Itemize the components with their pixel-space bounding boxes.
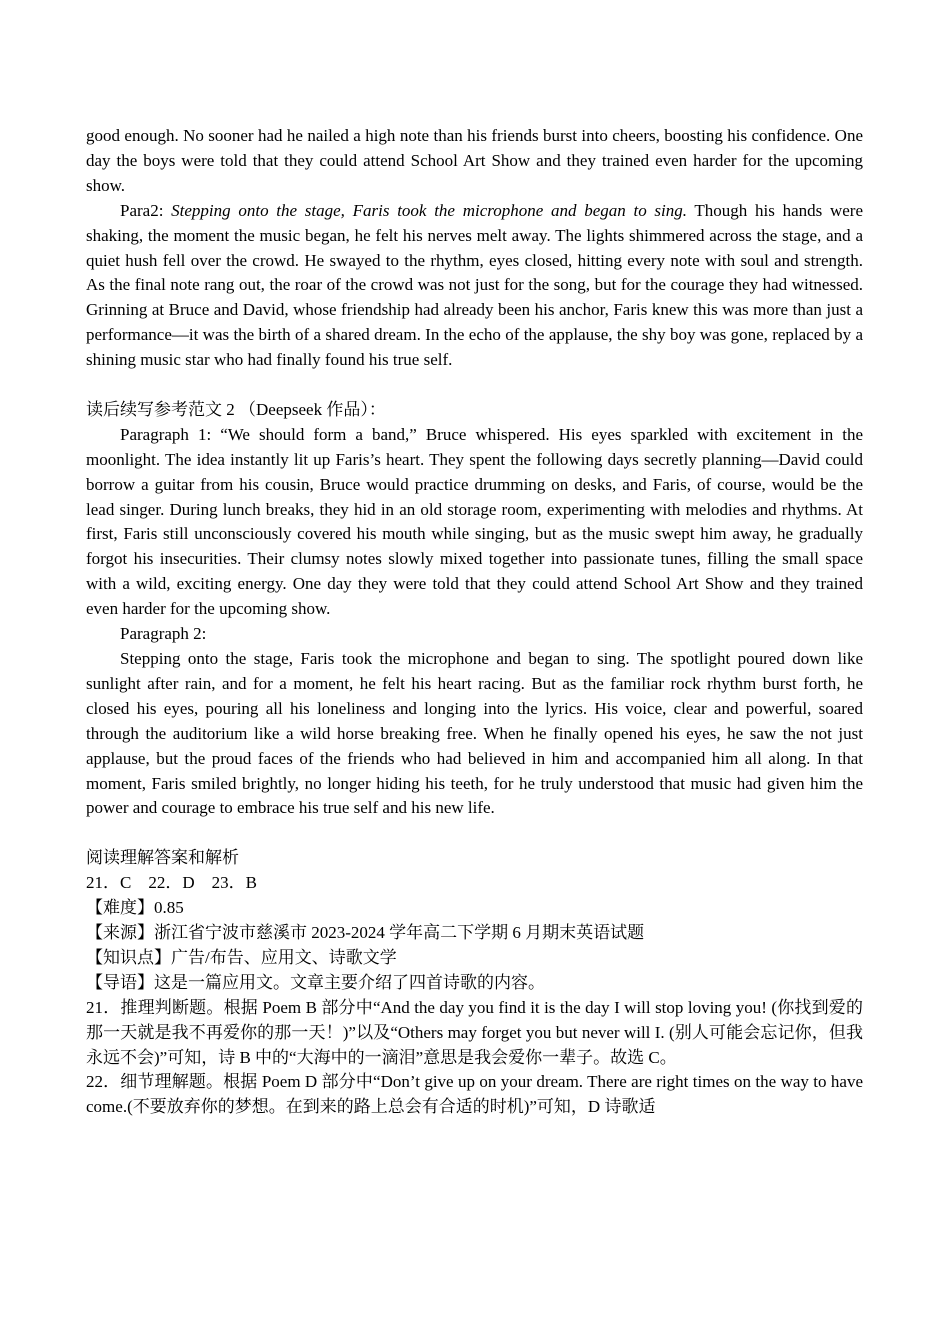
q22-explanation: 22．细节理解题。根据 Poem D 部分中“Don’t give up on your dream. There are right times on the way to have come.(不要放弃你的梦想。在到来的路上总会有合适的时机)”可知，D 诗歌适 [86, 1072, 863, 1117]
difficulty-line: 【难度】0.85 [86, 898, 184, 918]
essay1-para2-body: Though his hands were shaking, the moment the music began, he felt his nerves melt away. The lights shimmered across the stage, and a quiet hush fell over the crowd. He swayed to the rhythm, eyes closed, hitting every note with soul and strength. As the final note rang out, the roar of the crowd was not just for the song, but for the courage they had witnessed. Grinning at Bruce and David, whose friendship had already been his anchor, Faris knew this was more than just a performance—it was the birth of a shared dream. In the echo of the applause, the shy boy was gone, replaced by a shining music star who had finally found his true self. [86, 200, 863, 370]
spacer [86, 373, 863, 398]
essay1-para2-italic: Stepping onto the stage, Faris took the microphone and began to sing. [171, 200, 687, 220]
essay2-para2-label: Paragraph 2: [120, 624, 207, 644]
essay1-para1-tail: good enough. No sooner had he nailed a high note than his friends burst into cheers, boosting his confidence. One day the boys were told that they could attend School Art Show and they trained even harder for the upcoming show. [86, 126, 863, 195]
page-content [86, 124, 863, 1120]
essay2-heading: 读后续写参考范文 2 （Deepseek 作品）： [86, 399, 386, 419]
essay1-para2-label: Para2: [120, 200, 172, 220]
guide-line: 【导语】这是一篇应用文。文章主要介绍了四首诗歌的内容。 [86, 972, 545, 992]
spacer [86, 821, 863, 846]
essay2-para2: Stepping onto the stage, Faris took the microphone and began to sing. The spotlight poured down like sunlight after rain, and for a moment, he felt his heart racing. But as the familiar rock rhythm burst forth, he closed his eyes, pouring all his loneliness and longing into the lyrics. His voice, clear and powerful, soared through the auditorium like a wild horse breaking free. When he finally opened his eyes, he saw the not just applause, but the proud faces of the friends who had believed in him and accompanied him all along. In that moment, Faris smiled brightly, no longer hiding his teeth, for he truly understood that music had given him the power and courage to embrace his true self and his new life. [86, 649, 863, 818]
essay1-para2 [86, 199, 863, 373]
source-line: 【来源】浙江省宁波市慈溪市 2023-2024 学年高二下学期 6 月期末英语试题 [86, 922, 645, 942]
knowledge-line: 【知识点】广告/布告、应用文、诗歌文学 [86, 947, 397, 967]
essay2-para1: Paragraph 1: “We should form a band,” Bruce whispered. His eyes sparkled with excitement in the moonlight. The idea instantly lit up Faris’s heart. They spent the following days secretly planning—David could borrow a guitar from his cousin, Bruce would practice drumming on desks, and Faris, of course, would be the lead singer. During lunch breaks, they hid in an old storage room, experimenting with melodies and rhythms. At first, Faris still unconsciously covered his mouth while singing, but as the music swept him away, he gradually forgot his insecurities. Their clumsy notes slowly mixed together into passionate tunes, filling the small space with a wild, exciting energy. One day they were told that they could attend School Art Show and they trained even harder for the upcoming show. [86, 424, 863, 619]
answer-keys: 21．C 22．D 23．B [86, 873, 257, 893]
answers-heading: 阅读理解答案和解析 [86, 848, 239, 868]
q21-explanation: 21．推理判断题。根据 Poem B 部分中“And the day you find it is the day I will stop loving you! (你找到爱的那一天就是我不再爱你的那一天！)”以及“Others may forget you but never will I. (别人可能会忘记你，但我永远不会)”可知，诗 B 中的“大海中的一滴泪”意思是我会爱你一辈子。故选 C。 [86, 997, 863, 1067]
